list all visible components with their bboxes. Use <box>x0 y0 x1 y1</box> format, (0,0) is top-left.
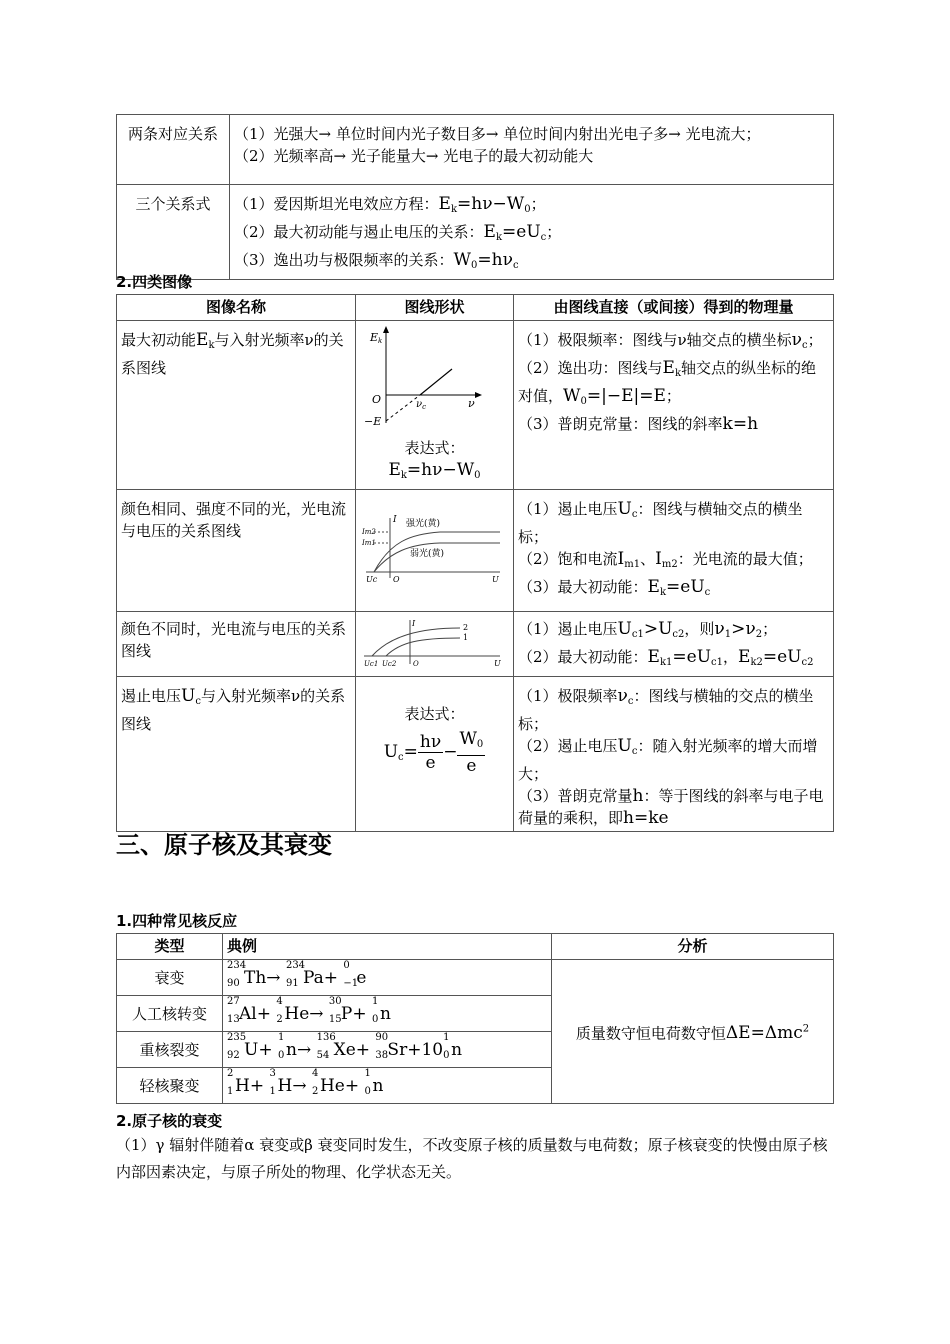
graph-cell-4 <box>356 677 514 832</box>
section-title-four-graphs: 2.四类图像 <box>116 273 193 291</box>
expression-label: 表达式： <box>404 439 465 457</box>
origin-label: O <box>392 574 400 584</box>
quantities-3: （1）遏止电压$U_{c1}>U_{c2}$，则$\nu_1>\nu_2$； （2）最大初动能：$E_{k1}=eU_{c1}$，$E_{k2}=eU_{c2}$ <box>514 612 834 677</box>
uc2-label: Uc2 <box>381 660 396 666</box>
expression-label: 表达式： <box>404 705 465 723</box>
relation-label-1: 两条对应关系 <box>117 115 230 185</box>
weak-light-label: 弱光(黄) <box>409 548 444 559</box>
axis-label-i: I <box>411 619 415 628</box>
graph-name-2: 颜色相同、强度不同的光，光电流与电压的关系图线 <box>117 490 356 612</box>
formula-einstein: $E_k=h\nu-W_0$ <box>438 194 531 215</box>
formula-ek-uc: $E_k=eU_c$ <box>483 222 547 243</box>
ek-nu-graph <box>360 323 510 433</box>
nuclear-reaction-table <box>116 933 834 1104</box>
relation-line: （2）最大初动能与遏止电压的关系： <box>234 223 484 241</box>
graph-name-4: 遏止电压$U_c$与入射光频率ν的关系图线 <box>117 677 356 832</box>
reaction-type-fission: 重核裂变 <box>117 1032 223 1068</box>
graph-cell-3 <box>356 612 514 677</box>
expression-uc: $U_c=$ $\frac{h\nu}{e}$ − $\frac{W_0}{e}$ <box>383 729 484 776</box>
relation-line: （2）光频率高→ 光子能量大→ 光电子的最大初动能大 <box>234 147 594 165</box>
header-graph-name: 图像名称 <box>117 295 356 321</box>
graph-cell-1 <box>356 321 514 490</box>
axis-label-nu: ν <box>467 397 475 410</box>
im2-label: Im2 <box>361 527 376 536</box>
relation-line: （1）爱因斯坦光电效应方程： <box>234 195 439 213</box>
reaction-example-fission: 235 92 U+ 1 0 n→ 136 54 Xe+ 90 38 Sr+10 1 0 n <box>223 1032 552 1068</box>
axis-label-ek: Ek <box>369 331 382 345</box>
reaction-example-fusion: 2 1 H+ 3 1 H→ 4 2 He+ 1 0 n <box>223 1068 552 1104</box>
curve-label-1: 1 <box>462 633 468 642</box>
expression-ek: $E_k=h\nu-W_0$ <box>388 460 481 481</box>
relations-table <box>116 114 834 280</box>
quantities-4: （1）极限频率$\nu_c$：图线与横轴的交点的横坐标； （2）遏止电压$U_c$：随入射光频率的增大而增大； （3）普朗克常量h：等于图线的斜率与电子电荷量的乘积，即h=ke <box>514 677 834 832</box>
reaction-analysis: 质量数守恒电荷数守恒ΔE=Δmc$^2$ <box>552 960 834 1104</box>
relation-content-1 <box>230 115 834 185</box>
origin-label: O <box>412 660 419 666</box>
formula-w0: $W_0=h\nu_c$ <box>453 250 519 271</box>
header-type: 类型 <box>117 934 223 960</box>
section-title-decay: 2.原子核的衰变 <box>116 1112 223 1130</box>
i-u-intensity-graph <box>360 512 510 584</box>
reaction-type-decay: 衰变 <box>117 960 223 996</box>
reaction-type-fusion: 轻核聚变 <box>117 1068 223 1104</box>
origin-label: O <box>371 393 381 406</box>
axis-label-u: U <box>493 659 501 666</box>
nuc-label: $\nu_c$ <box>415 399 426 411</box>
section-title-nuclear-reactions: 1.四种常见核反应 <box>116 912 238 930</box>
axis-label-u: U <box>491 574 499 584</box>
graph-cell-2 <box>356 490 514 612</box>
im1-label: Im1 <box>361 538 376 547</box>
relation-label-2: 三个关系式 <box>117 185 230 280</box>
relation-line: （3）逸出功与极限频率的关系： <box>234 251 454 269</box>
uc-label: Uc <box>365 574 377 584</box>
quantities-1: （1）极限频率：图线与ν轴交点的横坐标$\nu_c$； （2）逸出功：图线与$E_k$轴交点的纵坐标的绝对值，$W_0=|-E|=E$； （3）普朗克常量：图线的斜率k=h <box>514 321 834 490</box>
strong-light-label: 强光(黄) <box>405 518 440 529</box>
section-heading: 三、原子核及其衰变 <box>116 831 332 859</box>
graph-name-1: 最大初动能$E_k$与入射光频率ν的关系图线 <box>117 321 356 490</box>
intercept-label: −E <box>363 415 381 428</box>
quantities-2: （1）遏止电压$U_c$：图线与横轴交点的横坐标； （2）饱和电流$I_{m1}$、$I_{m2}$：光电流的最大值； （3）最大初动能：$E_k=eU_c$ <box>514 490 834 612</box>
header-graph-shape: 图线形状 <box>356 295 514 321</box>
header-analysis: 分析 <box>552 934 834 960</box>
relation-content-2: （1）爱因斯坦光电效应方程：$E_k=h\nu-W_0$； （2）最大初动能与遏止电压的关系：$E_k=eU_c$； （3）逸出功与极限频率的关系：$W_0=h\nu_c$ <box>230 185 834 280</box>
relation-line: （1）光强大→ 单位时间内光子数目多→ 单位时间内射出光电子多→ 光电流大； <box>234 125 761 143</box>
i-u-color-graph <box>360 616 510 666</box>
decay-paragraph: （1）γ 辐射伴随着α 衰变或β 衰变同时发生，不改变原子核的质量数与电荷数；原子核衰变的快慢由原子核内部因素决定，与原子所处的物理、化学状态无关。 <box>116 1136 828 1181</box>
header-example: 典例 <box>223 934 552 960</box>
reaction-example-decay: 234 90 Th→ 234 91 Pa+ 0 −1 e <box>223 960 552 996</box>
reaction-type-artificial: 人工核转变 <box>117 996 223 1032</box>
header-quantities: 由图线直接（或间接）得到的物理量 <box>514 295 834 321</box>
curve-label-2: 2 <box>462 623 468 632</box>
graph-name-3: 颜色不同时，光电流与电压的关系图线 <box>117 612 356 677</box>
reaction-example-artificial: 27 13 Al+ 4 2 He→ 30 15 P+ 1 0 n <box>223 996 552 1032</box>
axis-label-i: I <box>392 514 397 525</box>
graph-table <box>116 294 834 832</box>
uc1-label: Uc1 <box>363 660 378 666</box>
